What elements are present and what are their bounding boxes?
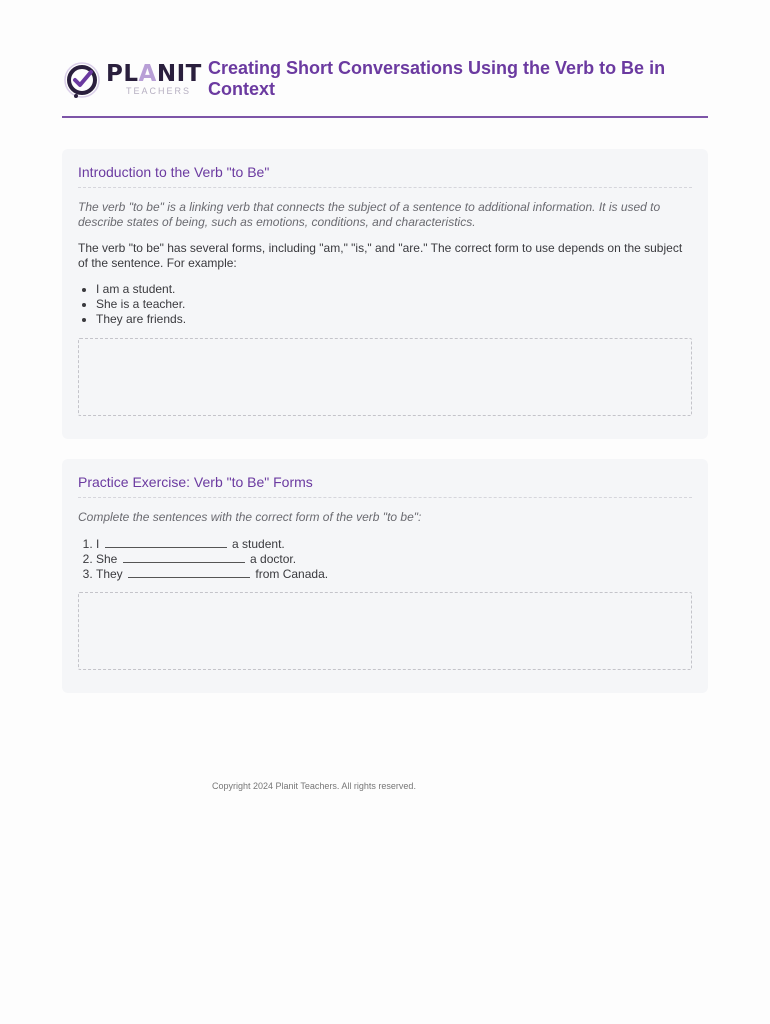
answer-blank[interactable] bbox=[128, 567, 250, 578]
section-title: Practice Exercise: Verb "to Be" Forms bbox=[78, 474, 313, 490]
section-title: Introduction to the Verb "to Be" bbox=[78, 164, 270, 180]
exercise-list bbox=[78, 537, 328, 582]
exercise-item: 1. I a student. bbox=[96, 537, 328, 552]
checkmark-circle-icon bbox=[62, 60, 102, 100]
image-placeholder bbox=[78, 338, 692, 416]
exercise-instruction: Complete the sentences with the correct form of the verb "to be": bbox=[78, 510, 422, 524]
document-title: Creating Short Conversations Using the Verb to Be in Context bbox=[208, 58, 666, 99]
answer-blank[interactable] bbox=[123, 552, 245, 563]
section-intro-text: The verb "to be" is a linking verb that connects the subject of a sentence to additional information. It is used to describe states of being, such as emotions, conditions, and characteristics. bbox=[78, 200, 661, 229]
section-practice-exercise bbox=[62, 459, 708, 693]
image-placeholder bbox=[78, 592, 692, 670]
planit-teachers-logo bbox=[62, 60, 212, 102]
list-item: • I am a student. bbox=[96, 282, 186, 297]
section-divider bbox=[78, 187, 692, 188]
exercise-item: 2. She a doctor. bbox=[96, 552, 328, 567]
section-body-text: The verb "to be" has several forms, including "am," "is," and "are." The correct form to use depends on the subject of the sentence. For example: bbox=[78, 241, 683, 270]
section-divider bbox=[78, 497, 692, 498]
exercise-item: 3. They from Canada. bbox=[96, 567, 328, 582]
logo-subtitle: TEACHERS bbox=[126, 86, 192, 96]
header-divider bbox=[62, 116, 708, 118]
document-header bbox=[62, 56, 708, 116]
copyright-footer: Copyright 2024 Planit Teachers. All rights reserved. bbox=[212, 781, 416, 791]
section-introduction bbox=[62, 149, 708, 439]
logo-wordmark: PLANIT bbox=[106, 61, 202, 87]
example-list bbox=[78, 282, 186, 327]
answer-blank[interactable] bbox=[105, 537, 227, 548]
list-item: • She is a teacher. bbox=[96, 297, 186, 312]
list-item: • They are friends. bbox=[96, 312, 186, 327]
